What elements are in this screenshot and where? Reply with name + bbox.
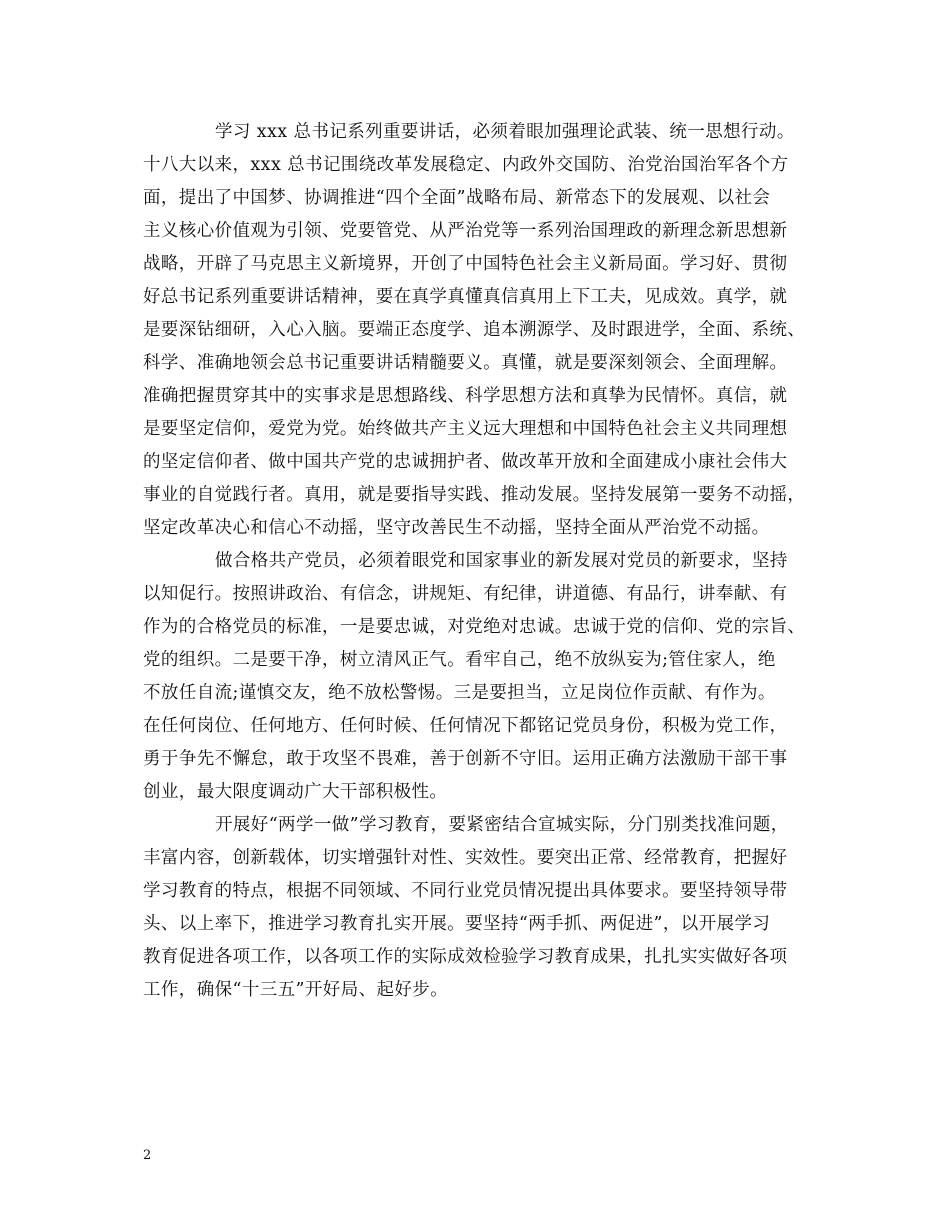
text-line: 是要坚定信仰，爱党为党。始终做共产主义远大理想和中国特色社会主义共同理想 bbox=[143, 419, 788, 439]
text-line: 战略，开辟了马克思主义新境界，开创了中国特色社会主义新局面。学习好、贯彻 bbox=[143, 254, 788, 274]
paragraph-1 bbox=[143, 116, 823, 545]
document-body bbox=[143, 116, 823, 1007]
text-line: 工作，确保“十三五”开好局、起好步。 bbox=[143, 980, 449, 1000]
text-line: 是要深钻细研，入心入脑。要端正态度学、追本溯源学、及时跟进学，全面、系统、 bbox=[143, 320, 806, 340]
text-line: 教育促进各项工作，以各项工作的实际成效检验学习教育成果，扎扎实实做好各项 bbox=[143, 947, 788, 967]
text-line: 作为的合格党员的标准，一是要忠诚，对党绝对忠诚。忠诚于党的信仰、党的宗旨、 bbox=[143, 617, 806, 637]
text-line: 好总书记系列重要讲话精神，要在真学真懂真信真用上下工夫，见成效。真学，就 bbox=[143, 287, 788, 307]
text-line: 主义核心价值观为引领、党要管党、从严治党等一系列治国理政的新理念新思想新 bbox=[143, 221, 788, 241]
text-line: 勇于争先不懈怠，敢于攻坚不畏难，善于创新不守旧。运用正确方法激励干部干事 bbox=[143, 749, 788, 769]
text-line: 以知促行。按照讲政治、有信念，讲规矩、有纪律，讲道德、有品行，讲奉献、有 bbox=[143, 584, 788, 604]
page-number: 2 bbox=[143, 1148, 152, 1163]
text-line: 科学、准确地领会总书记重要讲话精髓要义。真懂，就是要深刻领会、全面理解。 bbox=[143, 353, 788, 373]
text-line: 做合格共产党员，必须着眼党和国家事业的新发展对党员的新要求，坚持 bbox=[215, 551, 788, 571]
text-line: 面，提出了中国梦、协调推进“四个全面”战略布局、新常态下的发展观、以社会 bbox=[143, 188, 771, 208]
text-line: 党的组织。二是要干净，树立清风正气。看牢自己，绝不放纵妄为;管住家人，绝 bbox=[143, 650, 776, 670]
text-line: 开展好“两学一做”学习教育，要紧密结合宣城实际，分门别类找准问题， bbox=[215, 815, 789, 835]
text-line: 创业，最大限度调动广大干部积极性。 bbox=[143, 782, 448, 802]
text-line: 十八大以来，xxx 总书记围绕改革发展稳定、内政外交国防、治党治国治军各个方 bbox=[143, 155, 789, 175]
text-line: 不放任自流;谨慎交友，绝不放松警惕。三是要担当，立足岗位作贡献、有作为。 bbox=[143, 683, 776, 703]
text-line: 事业的自觉践行者。真用，就是要指导实践、推动发展。坚持发展第一要务不动摇， bbox=[143, 485, 806, 505]
text-line: 坚定改革决心和信心不动摇，坚守改善民生不动摇，坚持全面从严治党不动摇。 bbox=[143, 518, 770, 538]
text-line: 在任何岗位、任何地方、任何时候、任何情况下都铭记党员身份，积极为党工作， bbox=[143, 716, 788, 736]
text-line: 学习 xxx 总书记系列重要讲话，必须着眼加强理论武装、统一思想行动。 bbox=[215, 122, 795, 142]
text-line: 学习教育的特点，根据不同领域、不同行业党员情况提出具体要求。要坚持领导带 bbox=[143, 881, 788, 901]
paragraph-2 bbox=[143, 545, 823, 809]
text-line: 的坚定信仰者、做中国共产党的忠诚拥护者、做改革开放和全面建成小康社会伟大 bbox=[143, 452, 788, 472]
text-line: 丰富内容，创新载体，切实增强针对性、实效性。要突出正常、经常教育，把握好 bbox=[143, 848, 788, 868]
paragraph-3 bbox=[143, 809, 823, 1007]
text-line: 头、以上率下，推进学习教育扎实开展。要坚持“两手抓、两促进”，以开展学习 bbox=[143, 914, 771, 934]
text-line: 准确把握贯穿其中的实事求是思想路线、科学思想方法和真挚为民情怀。真信，就 bbox=[143, 386, 788, 406]
